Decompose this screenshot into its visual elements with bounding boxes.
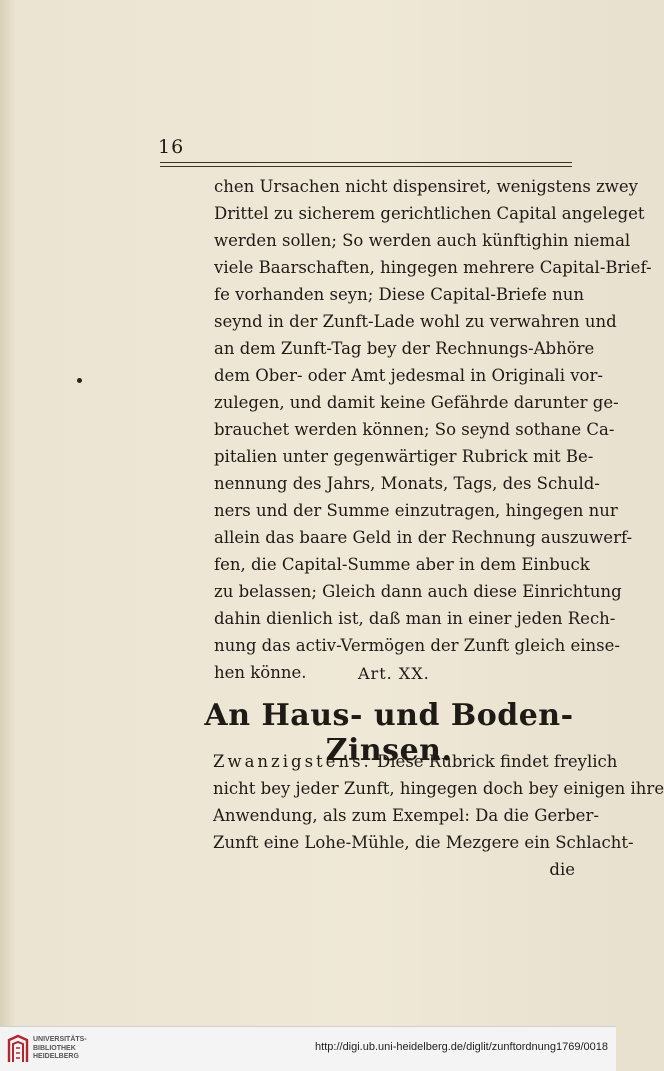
header-rule-top — [160, 162, 572, 163]
text-line: seynd in der Zunft-Lade wohl zu verwahren und — [214, 312, 617, 331]
text-line: pitalien unter gegenwärtiger Rubrick mit Be- — [214, 447, 594, 466]
text-line: zu belassen; Gleich dann auch diese Einrichtung — [214, 582, 622, 601]
text-line: nung das activ-Vermögen der Zunft gleich einse- — [214, 636, 620, 655]
text-line: fe vorhanden seyn; Diese Capital-Briefe nun — [214, 285, 584, 304]
text-line: viele Baarschaften, hingegen mehrere Capital-Brief- — [214, 258, 652, 277]
second-paragraph — [213, 748, 664, 883]
text-line: chen Ursachen nicht dispensiret, wenigstens zwey — [214, 177, 638, 196]
text-line: fen, die Capital-Summe aber in dem Einbuck — [214, 555, 590, 574]
library-name — [33, 1036, 87, 1062]
first-word: Zwanzigstens. — [213, 752, 372, 771]
header-rule-bottom — [160, 166, 572, 167]
body-paragraph — [214, 173, 652, 686]
page-number: 16 — [158, 136, 185, 158]
text-line: nicht bey jeder Zunft, hingegen doch bey einigen ihre — [213, 779, 664, 798]
text-line: dahin dienlich ist, daß man in einer jeden Rech- — [214, 609, 616, 628]
text-line: Zunft eine Lohe-Mühle, die Mezgere ein Schlacht- — [213, 833, 634, 852]
text-line: nennung des Jahrs, Monats, Tags, des Schuld- — [214, 474, 600, 493]
library-name-line: BIBLIOTHEK — [33, 1044, 76, 1052]
text-line: zulegen, und damit keine Gefährde darunter ge- — [214, 393, 619, 412]
text-fragment: Diese Rubrick findet freylich — [371, 752, 618, 771]
viewer-footer — [0, 1026, 616, 1071]
section-heading: An Haus- und Boden-Zinsen. — [204, 698, 574, 768]
text-line: allein das baare Geld in der Rechnung auszuwerf- — [214, 528, 633, 547]
library-name-line: HEIDELBERG — [33, 1053, 79, 1060]
text-line: brauchet werden können; So seynd sothane Ca- — [214, 420, 615, 439]
text-line: werden sollen; So werden auch künftighin niemal — [214, 231, 631, 250]
university-library-logo-icon[interactable] — [7, 1034, 29, 1064]
text-line: Anwendung, als zum Exempel: Da die Gerber- — [213, 806, 599, 825]
text-line — [213, 748, 618, 775]
library-name-line: UNIVERSITÄTS- — [33, 1036, 87, 1043]
text-line: Drittel zu sicherem gerichtlichen Capital angeleget — [214, 204, 645, 223]
permalink-url[interactable]: http://digi.ub.uni-heidelberg.de/diglit/zunftordnung1769/0018 — [315, 1041, 608, 1053]
catchword: die — [549, 860, 575, 879]
text-line: an dem Zunft-Tag bey der Rechnungs-Abhöre — [214, 339, 595, 358]
article-label: Art. XX. — [358, 664, 430, 683]
text-line: dem Ober- oder Amt jedesmal in Originali vor- — [214, 366, 603, 385]
ink-spot — [77, 378, 82, 383]
text-line: ners und der Summe einzutragen, hingegen nur — [214, 501, 618, 520]
text-line: hen könne. — [214, 663, 307, 682]
